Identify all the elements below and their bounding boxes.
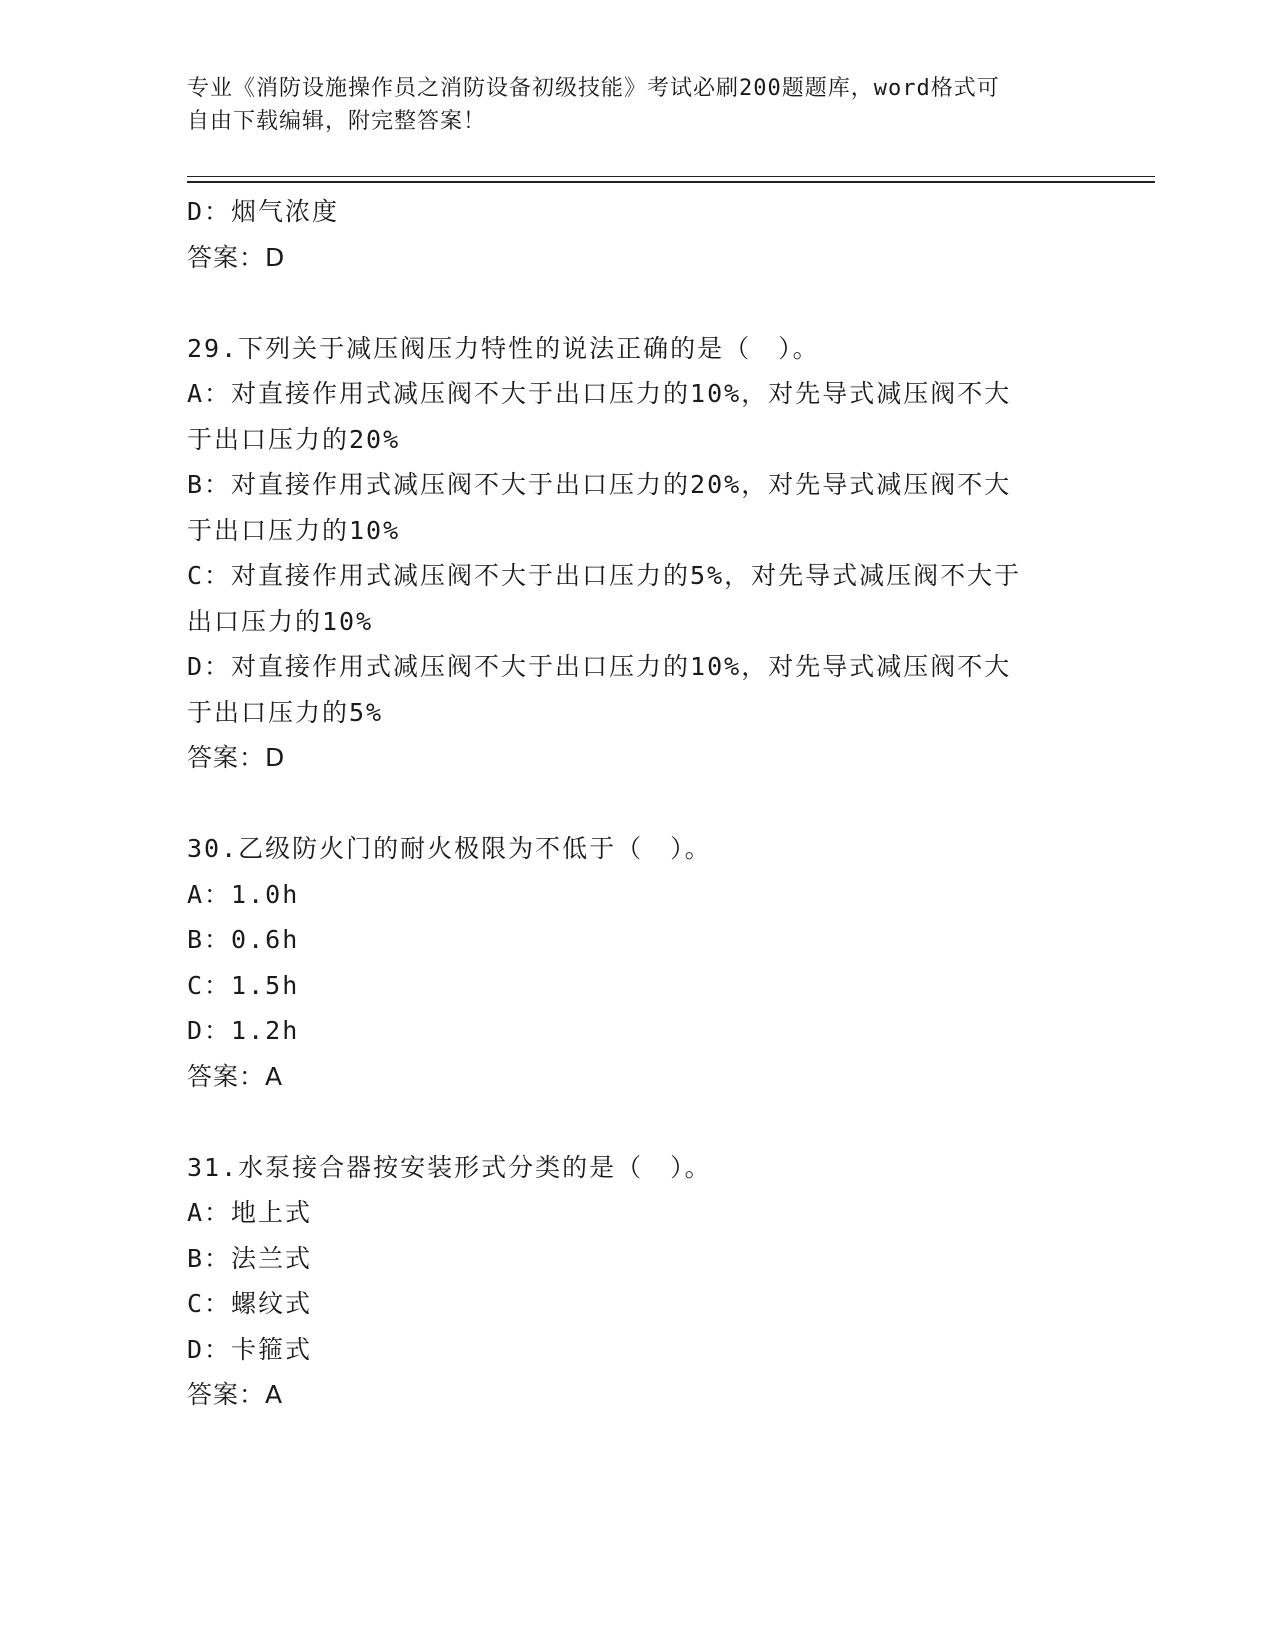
option-b-line-1: B：对直接作用式减压阀不大于出口压力的20%，对先导式减压阀不大: [187, 470, 1012, 499]
question-stem: 30.乙级防火门的耐火极限为不低于（ ）。: [187, 834, 712, 863]
option-b: B：法兰式: [187, 1243, 313, 1273]
spacer: [187, 280, 1087, 326]
previous-question-tail: [187, 189, 1087, 280]
question-stem: 31.水泵接合器按安装形式分类的是（ ）。: [187, 1152, 712, 1182]
question-29: [187, 326, 1087, 781]
header-rule-bottom: [187, 181, 1155, 183]
option-a-line-1: A：对直接作用式减压阀不大于出口压力的10%，对先导式减压阀不大: [187, 379, 1012, 408]
document-header: [187, 72, 1067, 138]
question-30: [187, 826, 1087, 1099]
option-b-line-2: 于出口压力的10%: [187, 515, 401, 545]
option-d: D：烟气浓度: [187, 197, 340, 226]
option-d-line-2: 于出口压力的5%: [187, 697, 384, 727]
spacer: [187, 1099, 1087, 1145]
option-a: A：地上式: [187, 1198, 313, 1227]
answer-line: 答案：A: [187, 1061, 284, 1091]
option-a: A：1.0h: [187, 879, 300, 909]
spacer: [187, 781, 1087, 827]
option-b: B：0.6h: [187, 925, 300, 954]
option-c-line-2: 出口压力的10%: [187, 606, 374, 636]
option-c-line-1: C：对直接作用式减压阀不大于出口压力的5%，对先导式减压阀不大于: [187, 561, 1022, 590]
option-c: C：螺纹式: [187, 1289, 313, 1318]
header-line-2: 自由下载编辑，附完整答案！: [187, 109, 487, 134]
answer-line: 答案：A: [187, 1380, 284, 1409]
option-a-line-2: 于出口压力的20%: [187, 424, 401, 454]
header-rule-top: [187, 176, 1155, 177]
question-list: [187, 189, 1087, 1418]
option-d: D：卡箍式: [187, 1334, 313, 1364]
answer-line: 答案：D: [187, 743, 286, 772]
option-c: C：1.5h: [187, 970, 300, 1000]
question-31: [187, 1145, 1087, 1418]
header-line-1: 专业《消防设施操作员之消防设备初级技能》考试必刷200题题库，word格式可: [187, 76, 1000, 101]
question-stem: 29.下列关于减压阀压力特性的说法正确的是（ ）。: [187, 333, 820, 363]
option-d: D：1.2h: [187, 1016, 300, 1045]
option-d-line-1: D：对直接作用式减压阀不大于出口压力的10%，对先导式减压阀不大: [187, 652, 1012, 681]
answer-line: 答案：D: [187, 242, 286, 272]
